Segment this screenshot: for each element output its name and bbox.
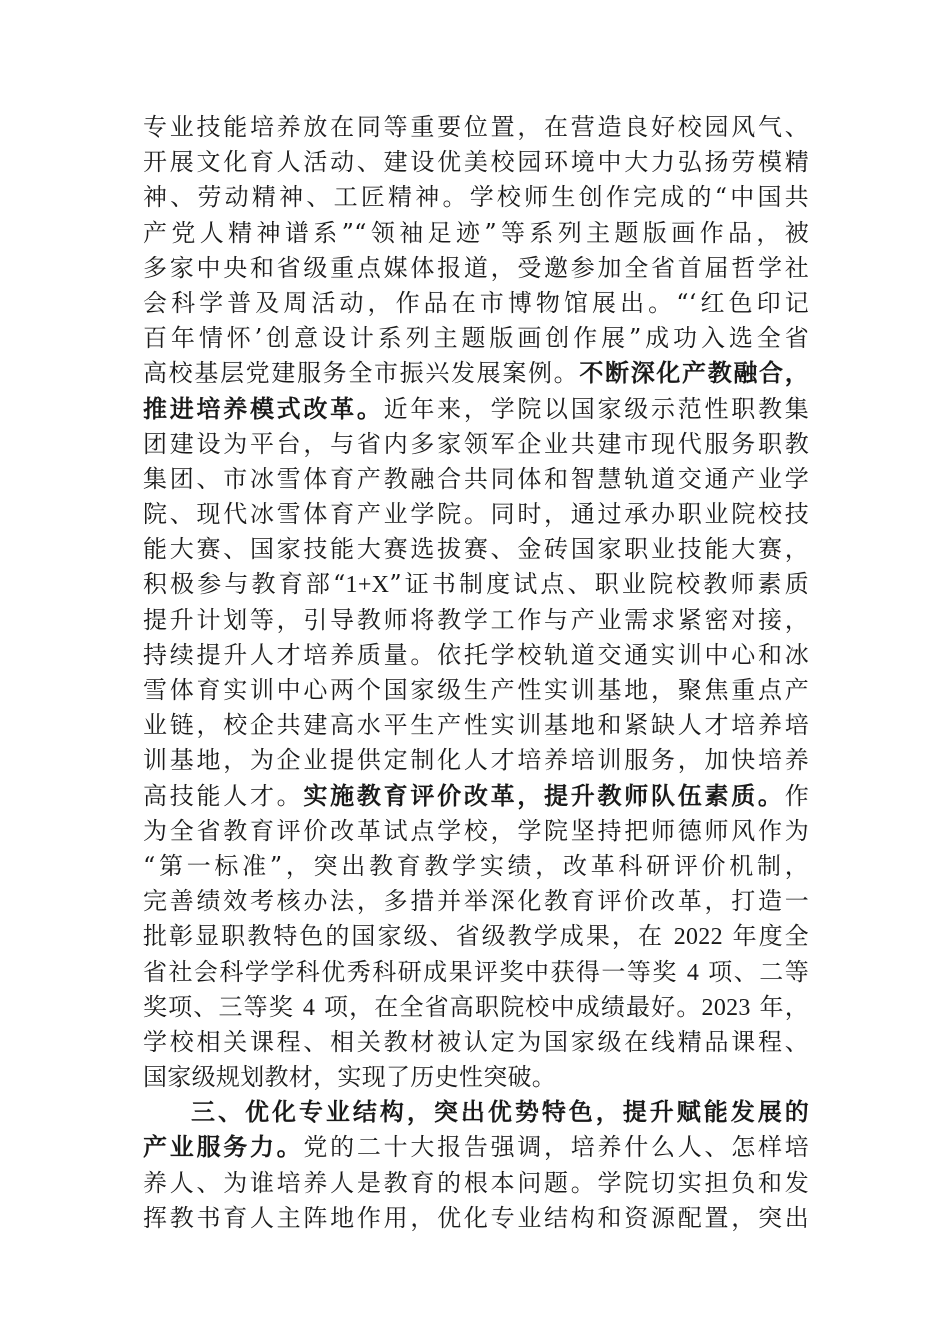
text-line: 多家中央和省级重点媒体报道，受邀参加全省首届哲学社 <box>143 253 809 282</box>
text-line: 提升计划等，引导教师将教学工作与产业需求紧密对接， <box>143 605 809 634</box>
text-run: 高技能人才。 <box>143 781 304 810</box>
text-run: 积极参与教育部“ <box>143 570 346 599</box>
text-line: 能大赛、国家技能大赛选拔赛、金砖国家职业技能大赛， <box>143 535 809 564</box>
bold-heading: 产业服务力。 <box>143 1133 304 1162</box>
text-run: ”证书制度试点、职业院校教师素质 <box>389 570 809 599</box>
bold-heading: 推进培养模式改革。 <box>143 394 384 423</box>
text-line: 业链，校企共建高水平生产性实训基地和紧缺人才培养培 <box>143 711 809 740</box>
text-line: 雪体育实训中心两个国家级生产性实训基地，聚焦重点产 <box>143 676 809 704</box>
text-line <box>143 356 809 391</box>
text-line: “第一标准”，突出教育教学实绩，改革科研评价机制， <box>143 851 809 880</box>
text-line: 为全省教育评价改革试点学校，学院坚持把师德师风作为 <box>143 816 809 845</box>
text-line: 百年情怀’创意设计系列主题版画创作展”成功入选全省 <box>143 324 809 353</box>
text-line: 学校相关课程、相关教材被认定为国家级在线精品课程、 <box>143 1027 809 1056</box>
text-run: 年， <box>750 992 809 1021</box>
text-line: 养人、为谁培养人是教育的根本问题。学院切实担负和发 <box>143 1168 809 1197</box>
text-line <box>143 990 809 1025</box>
paragraph-1 <box>143 110 809 1095</box>
text-line <box>143 392 809 427</box>
number-run: 4 <box>302 994 316 1021</box>
text-line: 神、劳动精神、工匠精神。学校师生创作完成的“中国共 <box>143 183 809 212</box>
text-run: 项，在全省高职院校中成绩最好。 <box>315 992 702 1021</box>
text-run: 奖项、三等奖 <box>143 992 303 1021</box>
bold-heading: 不断深化产教融合， <box>579 359 809 388</box>
text-line: 挥教书育人主阵地作用，优化专业结构和资源配置，突出 <box>143 1203 809 1232</box>
text-run: 近年来，学院以国家级示范性职教集 <box>383 394 809 423</box>
text-line: 产党人精神谱系”“领袖足迹”等系列主题版画作品，被 <box>143 218 809 247</box>
document-page <box>143 110 809 1236</box>
number-run: 2023 <box>701 994 751 1021</box>
text-line: 训基地，为企业提供定制化人才培养培训服务，加快培养 <box>143 746 809 775</box>
text-line: 持续提升人才培养质量。依托学校轨道交通实训中心和冰 <box>143 640 809 669</box>
text-line: 会科学普及周活动，作品在市博物馆展出。“‘红色印记 <box>143 288 809 317</box>
text-line <box>143 955 809 990</box>
text-run: 年度全 <box>722 922 809 951</box>
number-run: 4 <box>686 959 700 986</box>
paragraph-2 <box>143 1095 809 1236</box>
number-run: 1+X <box>345 572 390 599</box>
text-line <box>143 567 809 602</box>
text-run: 党的二十大报告强调，培养什么人、怎样培 <box>303 1133 809 1162</box>
text-run: 批彰显职教特色的国家级、省级教学成果，在 <box>143 922 674 951</box>
text-line <box>143 919 809 954</box>
text-run: 作 <box>784 781 809 810</box>
text-line: 专业技能培养放在同等重要位置，在营造良好校园风气、 <box>143 113 809 141</box>
section-heading-line: 三、优化专业结构，突出优势特色，提升赋能发展的 <box>191 1098 809 1127</box>
text-line: 完善绩效考核办法，多措并举深化教育评价改革，打造一 <box>143 887 809 916</box>
text-run: 项、二等 <box>699 957 809 986</box>
number-run: 2022 <box>673 924 723 951</box>
text-line: 院、现代冰雪体育产业学院。同时，通过承办职业院校技 <box>143 500 809 529</box>
text-line: 团建设为平台，与省内多家领军企业共建市现代服务职教 <box>143 429 809 458</box>
text-line: 国家级规划教材，实现了历史性突破。 <box>143 1063 557 1092</box>
text-line <box>143 1130 809 1165</box>
text-line: 集团、市冰雪体育产教融合共同体和智慧轨道交通产业学 <box>143 464 809 493</box>
text-run: 省社会科学学科优秀科研成果评奖中获得一等奖 <box>143 957 687 986</box>
text-run: 高校基层党建服务全市振兴发展案例。 <box>143 359 580 388</box>
text-line: 开展文化育人活动、建设优美校园环境中大力弘扬劳模精 <box>143 148 809 177</box>
bold-heading: 实施教育评价改革，提升教师队伍素质。 <box>303 781 785 810</box>
text-line <box>143 779 809 814</box>
